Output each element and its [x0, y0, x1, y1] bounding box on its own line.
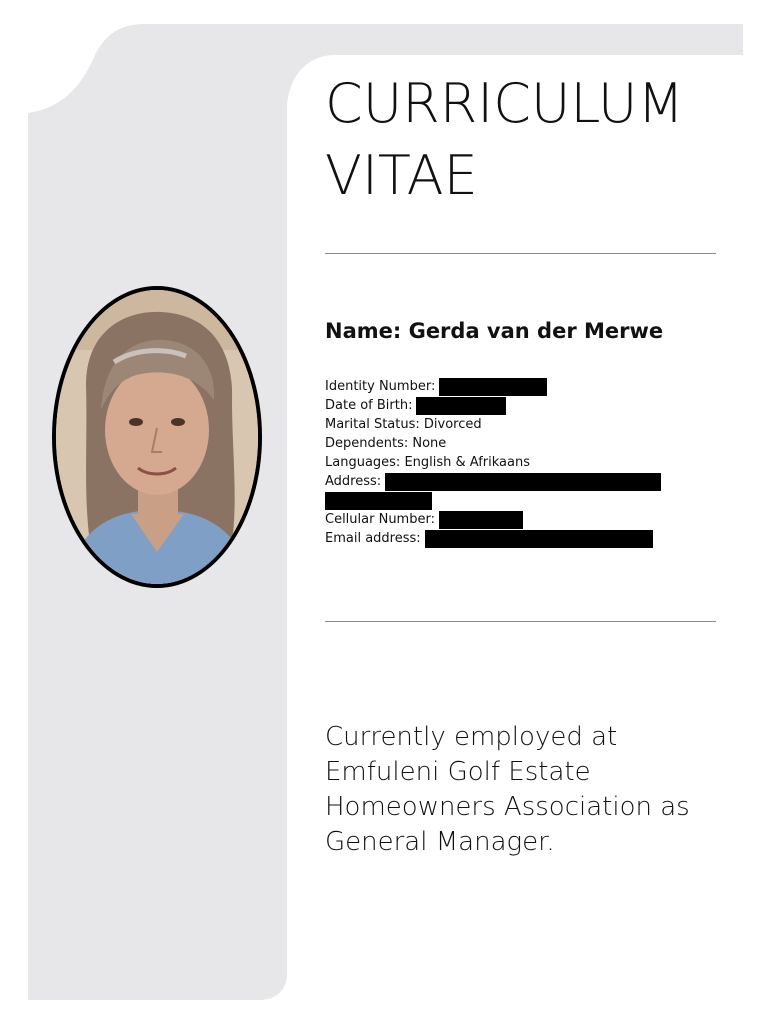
divider-bottom: [325, 621, 716, 622]
redaction-block: [325, 492, 432, 510]
divider-top: [325, 253, 716, 254]
detail-label: Cellular Number:: [325, 512, 435, 527]
portrait-icon: [56, 290, 258, 584]
detail-cellular-number: [325, 510, 725, 529]
title-line-2: VITAE: [325, 144, 478, 207]
detail-label: Email address:: [325, 531, 421, 546]
title-line-1: CURRICULUM: [325, 72, 684, 135]
detail-languages: [325, 453, 725, 472]
detail-label: Dependents: None: [325, 436, 447, 451]
redaction-block: [416, 397, 506, 415]
detail-label: Languages: English & Afrikaans: [325, 455, 530, 470]
detail-label: Address:: [325, 474, 382, 489]
detail-label: Marital Status: Divorced: [325, 417, 482, 432]
detail-label: Date of Birth:: [325, 398, 413, 413]
detail-address-continued: [325, 491, 725, 510]
redaction-block: [425, 530, 653, 548]
detail-identity-number: [325, 377, 725, 396]
redaction-block: [439, 378, 547, 396]
redaction-block: [385, 473, 661, 491]
detail-marital-status: [325, 415, 725, 434]
redaction-block: [439, 511, 523, 529]
personal-details: [325, 377, 725, 548]
detail-dependents: [325, 434, 725, 453]
detail-date-of-birth: [325, 396, 725, 415]
candidate-name: Name: Gerda van der Merwe: [325, 319, 664, 343]
detail-address: [325, 472, 725, 491]
detail-label: Identity Number:: [325, 379, 436, 394]
employment-summary: Currently employed at Emfuleni Golf Estate Homeowners Association as General Manager.: [325, 722, 690, 857]
profile-photo: [52, 286, 262, 588]
page-title: [325, 68, 684, 212]
detail-email-address: [325, 529, 725, 548]
